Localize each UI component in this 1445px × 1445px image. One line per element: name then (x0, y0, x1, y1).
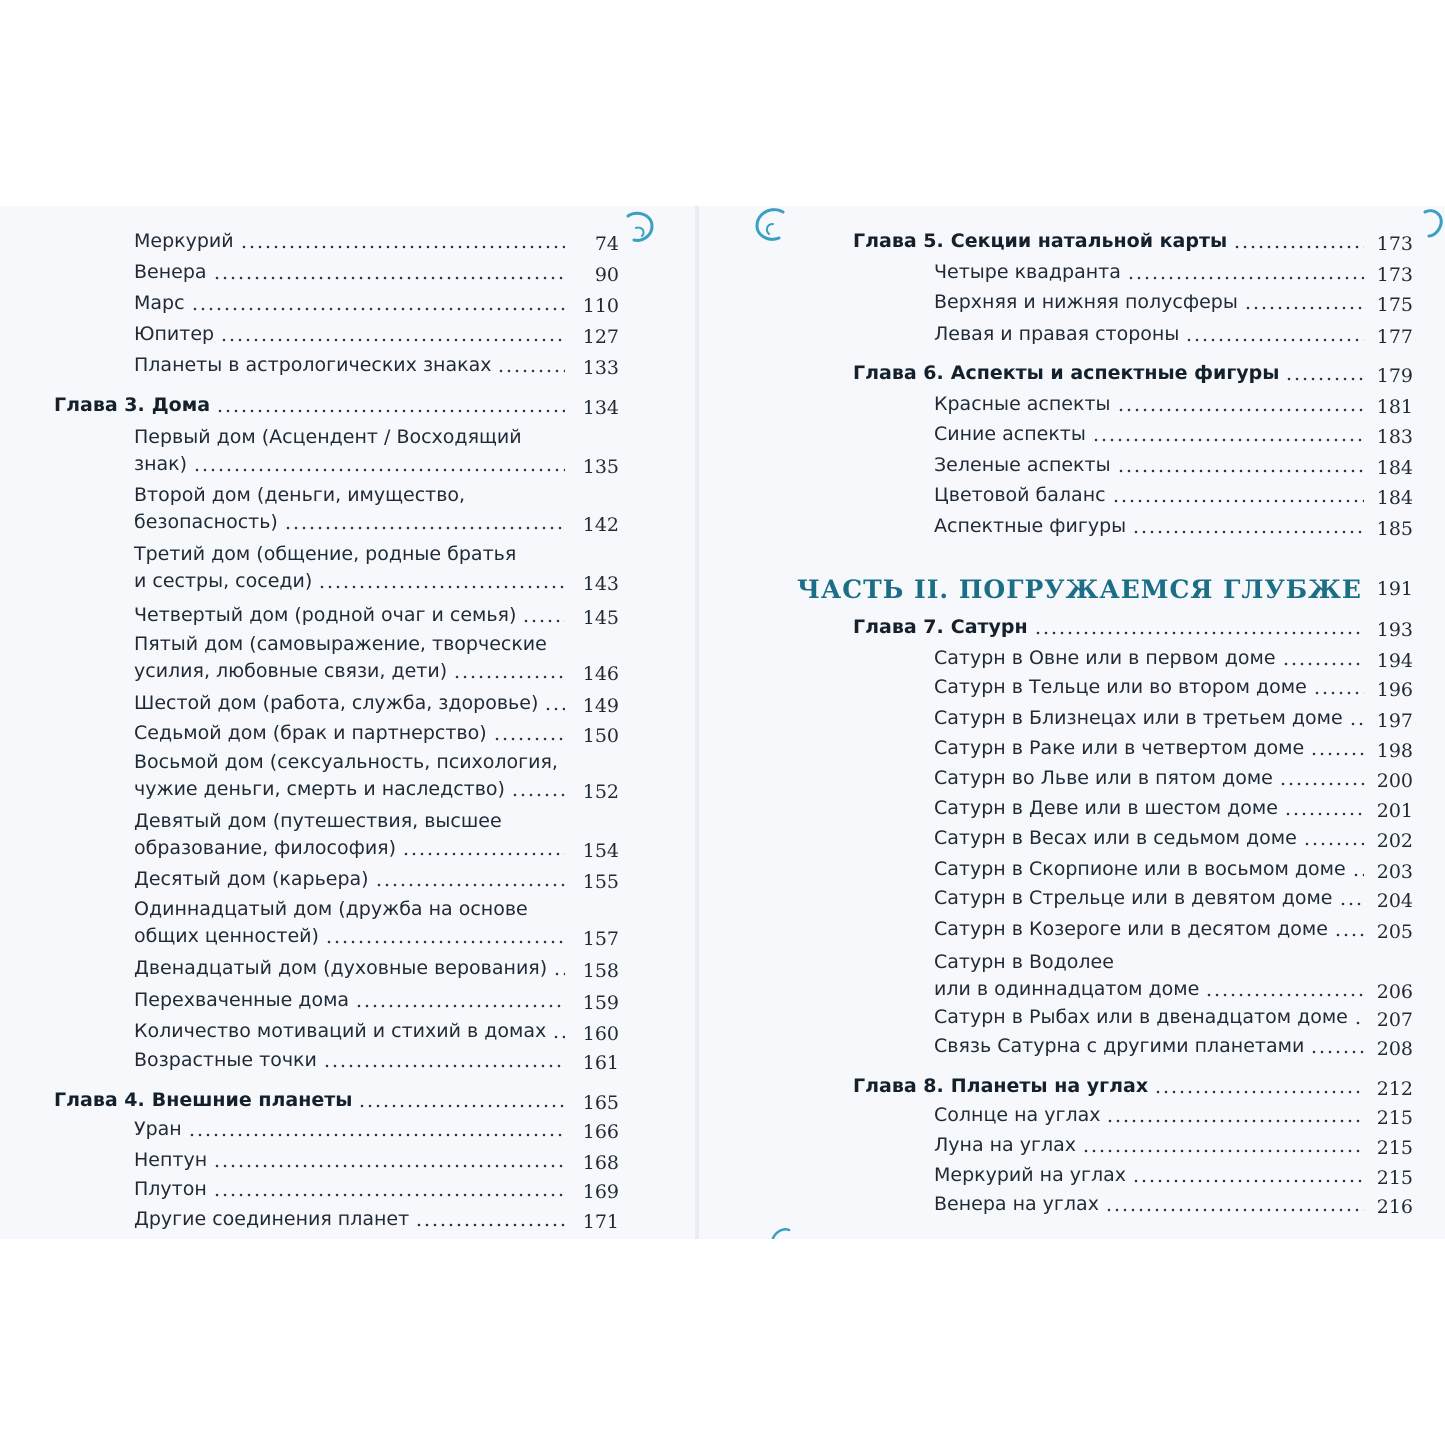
dot-leader (323, 1064, 565, 1068)
dot-leader (1127, 276, 1364, 280)
toc-chapter-row[interactable] (699, 230, 1445, 260)
page-number: 146 (582, 663, 619, 685)
page-number: 198 (1376, 740, 1413, 762)
page-number: 207 (1376, 1009, 1413, 1031)
toc-entry-row[interactable] (699, 1104, 1445, 1134)
dot-leader (1132, 1179, 1364, 1183)
toc-entry-row[interactable] (0, 604, 695, 634)
toc-entry-row[interactable] (699, 1134, 1445, 1164)
toc-entry-row[interactable] (699, 423, 1445, 453)
toc-entry-row[interactable] (699, 1035, 1445, 1065)
entry-title: Юпитер (134, 323, 215, 345)
page-number: 135 (582, 456, 619, 478)
dot-leader (1282, 662, 1364, 666)
toc-entry-row[interactable] (0, 810, 695, 868)
dot-leader (1313, 691, 1364, 695)
chapter-number: Глава 6. (853, 362, 944, 384)
page-number: 145 (582, 607, 619, 629)
entry-title: или в одиннадцатом доме (934, 978, 1200, 1000)
toc-entry-row[interactable] (0, 868, 695, 898)
entry-title: Левая и правая стороны (934, 323, 1180, 345)
entry-title: Синие аспекты (934, 423, 1086, 445)
chapter-title: Планеты на углах (950, 1075, 1149, 1097)
chapter-number: Глава 8. (853, 1075, 944, 1097)
toc-entry-row[interactable] (699, 484, 1445, 514)
toc-entry-row[interactable] (699, 797, 1445, 827)
page-number: 158 (582, 960, 619, 982)
page-number: 165 (582, 1092, 619, 1114)
entry-title: Луна на углах (934, 1134, 1076, 1156)
page-number: 215 (1376, 1167, 1413, 1189)
toc-part-row[interactable] (699, 575, 1445, 605)
toc-entry-row[interactable] (699, 454, 1445, 484)
page-number: 154 (582, 840, 619, 862)
page-number: 184 (1376, 487, 1413, 509)
dot-leader (1205, 993, 1364, 997)
entry-title: Венера (134, 261, 207, 283)
toc-entry-row[interactable] (0, 898, 695, 956)
entry-title: Перехваченные дома (134, 989, 350, 1011)
dot-leader (415, 1223, 565, 1227)
chapter-title: Секции натальной карты (950, 230, 1228, 252)
page-number: 185 (1376, 518, 1413, 540)
page-number: 194 (1376, 650, 1413, 672)
entry-title-line1: Сатурн в Водолее (934, 951, 1114, 973)
dot-leader (511, 793, 565, 797)
toc-entry-row[interactable] (699, 951, 1445, 1009)
toc-entry-row[interactable] (699, 323, 1445, 353)
toc-chapter-row[interactable] (699, 1075, 1445, 1105)
dot-leader (213, 276, 565, 280)
dot-leader (497, 369, 565, 373)
entry-title-line1: Пятый дом (самовыражение, творческие (134, 633, 547, 655)
toc-entry-row[interactable] (699, 261, 1445, 291)
entry-title: Сатурн в Раке или в четвертом доме (934, 737, 1305, 759)
entry-title: Сатурн в Весах или в седьмом доме (934, 827, 1297, 849)
dot-leader (220, 338, 565, 342)
toc-chapter-row[interactable] (0, 1089, 695, 1119)
page-number: 177 (1376, 326, 1413, 348)
page-number: 173 (1376, 264, 1413, 286)
dot-leader (1310, 1050, 1364, 1054)
dot-leader (1310, 752, 1364, 756)
dot-leader (1106, 1119, 1364, 1123)
dot-leader (1092, 438, 1364, 442)
toc-chapter-row[interactable] (699, 362, 1445, 392)
toc-entry-row[interactable] (699, 515, 1445, 545)
entry-title: Сатурн в Овне или в первом доме (934, 647, 1276, 669)
entry-title: Нептун (134, 1149, 208, 1171)
toc-entry-row[interactable] (0, 989, 695, 1019)
entry-title: Сатурн в Деве или в шестом доме (934, 797, 1278, 819)
entry-title: Сатурн в Козероге или в десятом доме (934, 918, 1328, 940)
chapter-title: Внешние планеты (151, 1089, 353, 1111)
toc-entry-row[interactable] (699, 827, 1445, 857)
chapter-number: Глава 4. (54, 1089, 145, 1111)
page-number: 161 (582, 1052, 619, 1074)
entry-title: и сестры, соседи) (134, 570, 313, 592)
page-number: 215 (1376, 1137, 1413, 1159)
entry-title: Возрастные точки (134, 1049, 317, 1071)
entry-title-line1: Первый дом (Асцендент / Восходящий (134, 426, 522, 448)
toc-entry-row[interactable] (699, 767, 1445, 797)
page-number: 184 (1376, 457, 1413, 479)
toc-entry-row[interactable] (0, 354, 695, 384)
page-number: 157 (582, 928, 619, 950)
dot-leader (1034, 631, 1364, 635)
right-page (699, 206, 1445, 1239)
page-number: 193 (1376, 619, 1413, 641)
entry-title: Сатурн в Тельце или во втором доме (934, 676, 1307, 698)
entry-title: Красные аспекты (934, 393, 1111, 415)
dot-leader (213, 1193, 565, 1197)
page-number: 150 (582, 725, 619, 747)
dot-leader (1285, 377, 1364, 381)
entry-title: Меркурий (134, 230, 234, 252)
page-number: 133 (582, 357, 619, 379)
page-number: 160 (582, 1023, 619, 1045)
page-number: 143 (582, 573, 619, 595)
page-number: 74 (594, 233, 619, 255)
toc-entry-row[interactable] (0, 957, 695, 987)
page-number: 191 (1376, 578, 1413, 600)
entry-title-line1: Восьмой дом (сексуальность, психология, (134, 751, 558, 773)
toc-entry-row[interactable] (699, 1193, 1445, 1223)
entry-title: Верхняя и нижняя полусферы (934, 291, 1238, 313)
dot-leader (193, 468, 565, 472)
entry-title: Количество мотиваций и стихий в домах (134, 1020, 547, 1042)
entry-title: Сатурн во Льве или в пятом доме (934, 767, 1273, 789)
dot-leader (402, 852, 565, 856)
entry-title-line1: Девятый дом (путешествия, высшее (134, 810, 502, 832)
toc-entry-row[interactable] (699, 393, 1445, 423)
toc-entry-row[interactable] (699, 647, 1445, 677)
toc-entry-row[interactable] (0, 633, 695, 691)
chapter-number: Глава 5. (853, 230, 944, 252)
toc-entry-row[interactable] (699, 676, 1445, 706)
entry-title: Четвертый дом (родной очаг и семья) (134, 604, 517, 626)
entry-title: Сатурн в Стрельце или в девятом доме (934, 887, 1333, 909)
toc-chapter-row[interactable] (699, 616, 1445, 646)
left-page (0, 206, 695, 1239)
entry-title: Уран (134, 1118, 182, 1140)
entry-title-line1: Второй дом (деньги, имущество, (134, 484, 466, 506)
entry-title: Планеты в астрологических знаках (134, 354, 492, 376)
dot-leader (1132, 530, 1364, 534)
chapter-title: Сатурн (950, 616, 1028, 638)
toc-entry-row[interactable] (699, 291, 1445, 321)
dot-leader (1339, 902, 1365, 906)
entry-title: Седьмой дом (брак и партнерство) (134, 722, 487, 744)
dot-leader (1082, 1149, 1364, 1153)
bottom-swirl-ornament-icon (769, 1224, 793, 1239)
toc-entry-row[interactable] (699, 1164, 1445, 1194)
toc-entry-row[interactable] (0, 230, 695, 260)
page-number: 204 (1376, 890, 1413, 912)
page-number: 168 (582, 1152, 619, 1174)
entry-title: Связь Сатурна с другими планетами (934, 1035, 1305, 1057)
page-number: 208 (1376, 1038, 1413, 1060)
entry-title: усилия, любовные связи, дети) (134, 660, 448, 682)
dot-leader (552, 1035, 565, 1039)
toc-entry-row[interactable] (0, 426, 695, 484)
chapter-number: Глава 7. (853, 616, 944, 638)
entry-title: Цветовой баланс (934, 484, 1106, 506)
page-number: 216 (1376, 1196, 1413, 1218)
page-number: 155 (582, 871, 619, 893)
toc-entry-row[interactable] (0, 484, 695, 542)
dot-leader (325, 940, 565, 944)
dot-leader (240, 245, 565, 249)
part-title: ЧАСТЬ II. ПОГРУЖАЕМСЯ ГЛУБЖЕ (797, 575, 1362, 604)
toc-entry-row[interactable] (0, 722, 695, 752)
page-number: 110 (582, 295, 619, 317)
dot-leader (1284, 812, 1364, 816)
toc-entry-row[interactable] (0, 1118, 695, 1148)
dot-leader (1117, 469, 1364, 473)
entry-title: Марс (134, 292, 185, 314)
dot-leader (453, 675, 565, 679)
dot-leader (191, 307, 565, 311)
entry-title: знак) (134, 453, 188, 475)
entry-title: Венера на углах (934, 1193, 1099, 1215)
toc-entry-row[interactable] (699, 918, 1445, 948)
toc-entry-row[interactable] (699, 1006, 1445, 1036)
page-number: 196 (1376, 679, 1413, 701)
dot-leader (1233, 245, 1364, 249)
page-number: 159 (582, 992, 619, 1014)
entry-title: чужие деньги, смерть и наследство) (134, 778, 505, 800)
page-number: 169 (582, 1181, 619, 1203)
entry-title-line1: Третий дом (общение, родные братья (134, 543, 517, 565)
dot-leader (1117, 408, 1364, 412)
toc-entry-row[interactable] (699, 858, 1445, 888)
entry-title: Шестой дом (работа, служба, здоровье) (134, 692, 539, 714)
page-number: 200 (1376, 770, 1413, 792)
page-number: 215 (1376, 1107, 1413, 1129)
dot-leader (522, 619, 565, 623)
page-number: 149 (582, 695, 619, 717)
page-number: 206 (1376, 981, 1413, 1003)
entry-title: Сатурн в Скорпионе или в восьмом доме (934, 858, 1346, 880)
page-number: 127 (582, 326, 619, 348)
dot-leader (188, 1133, 565, 1137)
toc-entry-row[interactable] (0, 1149, 695, 1179)
dot-leader (1279, 782, 1364, 786)
dot-leader (358, 1104, 565, 1108)
entry-title: Плутон (134, 1178, 207, 1200)
toc-entry-row[interactable] (0, 692, 695, 722)
page-number: 201 (1376, 800, 1413, 822)
toc-entry-row[interactable] (0, 1049, 695, 1079)
dot-leader (1185, 338, 1364, 342)
entry-title: Четыре квадранта (934, 261, 1121, 283)
toc-entry-row[interactable] (0, 543, 695, 601)
page-number: 197 (1376, 710, 1413, 732)
entry-title: общих ценностей) (134, 925, 319, 947)
entry-title: Сатурн в Рыбах или в двенадцатом доме (934, 1006, 1348, 1028)
dot-leader (318, 585, 565, 589)
entry-title: Двенадцатый дом (духовные верования) (134, 957, 548, 979)
page-number: 179 (1376, 365, 1413, 387)
toc-entry-row[interactable] (699, 737, 1445, 767)
dot-leader (213, 1164, 565, 1168)
page-number: 203 (1376, 861, 1413, 883)
dot-leader (1112, 499, 1364, 503)
toc-entry-row[interactable] (699, 707, 1445, 737)
page-number: 205 (1376, 921, 1413, 943)
entry-title-line1: Одиннадцатый дом (дружба на основе (134, 898, 528, 920)
toc-entry-row[interactable] (0, 1020, 695, 1050)
toc-entry-row[interactable] (699, 887, 1445, 917)
page-number: 202 (1376, 830, 1413, 852)
page-number: 181 (1376, 396, 1413, 418)
entry-title: безопасность) (134, 511, 278, 533)
entry-title: образование, философия) (134, 837, 397, 859)
dot-leader (375, 883, 565, 887)
page-number: 212 (1376, 1078, 1413, 1100)
chapter-title: Аспекты и аспектные фигуры (950, 362, 1280, 384)
dot-leader (1244, 306, 1364, 310)
entry-title: Солнце на углах (934, 1104, 1101, 1126)
dot-leader (1105, 1208, 1364, 1212)
entry-title: Аспектные фигуры (934, 515, 1127, 537)
dot-leader (493, 737, 565, 741)
page-number: 173 (1376, 233, 1413, 255)
toc-entry-row[interactable] (0, 261, 695, 291)
toc-entry-row[interactable] (0, 292, 695, 322)
toc-entry-row[interactable] (0, 751, 695, 809)
page-number: 171 (582, 1211, 619, 1233)
page-number: 166 (582, 1121, 619, 1143)
page-number: 152 (582, 781, 619, 803)
entry-title: Зеленые аспекты (934, 454, 1111, 476)
page-number: 90 (594, 264, 619, 286)
entry-title: Десятый дом (карьера) (134, 868, 369, 890)
dot-leader (544, 707, 565, 711)
chapter-number: Глава 3. (54, 394, 145, 416)
page-number: 134 (582, 397, 619, 419)
page-number: 142 (582, 514, 619, 536)
page-number: 183 (1376, 426, 1413, 448)
entry-title: Сатурн в Близнецах или в третьем доме (934, 707, 1343, 729)
dot-leader (1303, 842, 1364, 846)
toc-chapter-row[interactable] (0, 394, 695, 424)
page-number: 175 (1376, 294, 1413, 316)
toc-entry-row[interactable] (0, 1208, 695, 1238)
dot-leader (1334, 933, 1364, 937)
chapter-title: Дома (151, 394, 211, 416)
dot-leader (216, 409, 565, 413)
dot-leader (1154, 1090, 1364, 1094)
dot-leader (355, 1004, 565, 1008)
toc-entry-row[interactable] (0, 1178, 695, 1208)
dot-leader (553, 972, 565, 976)
dot-leader (284, 526, 565, 530)
dot-leader (1349, 722, 1364, 726)
entry-title: Меркурий на углах (934, 1164, 1127, 1186)
toc-entry-row[interactable] (0, 323, 695, 353)
entry-title: Другие соединения планет (134, 1208, 410, 1230)
